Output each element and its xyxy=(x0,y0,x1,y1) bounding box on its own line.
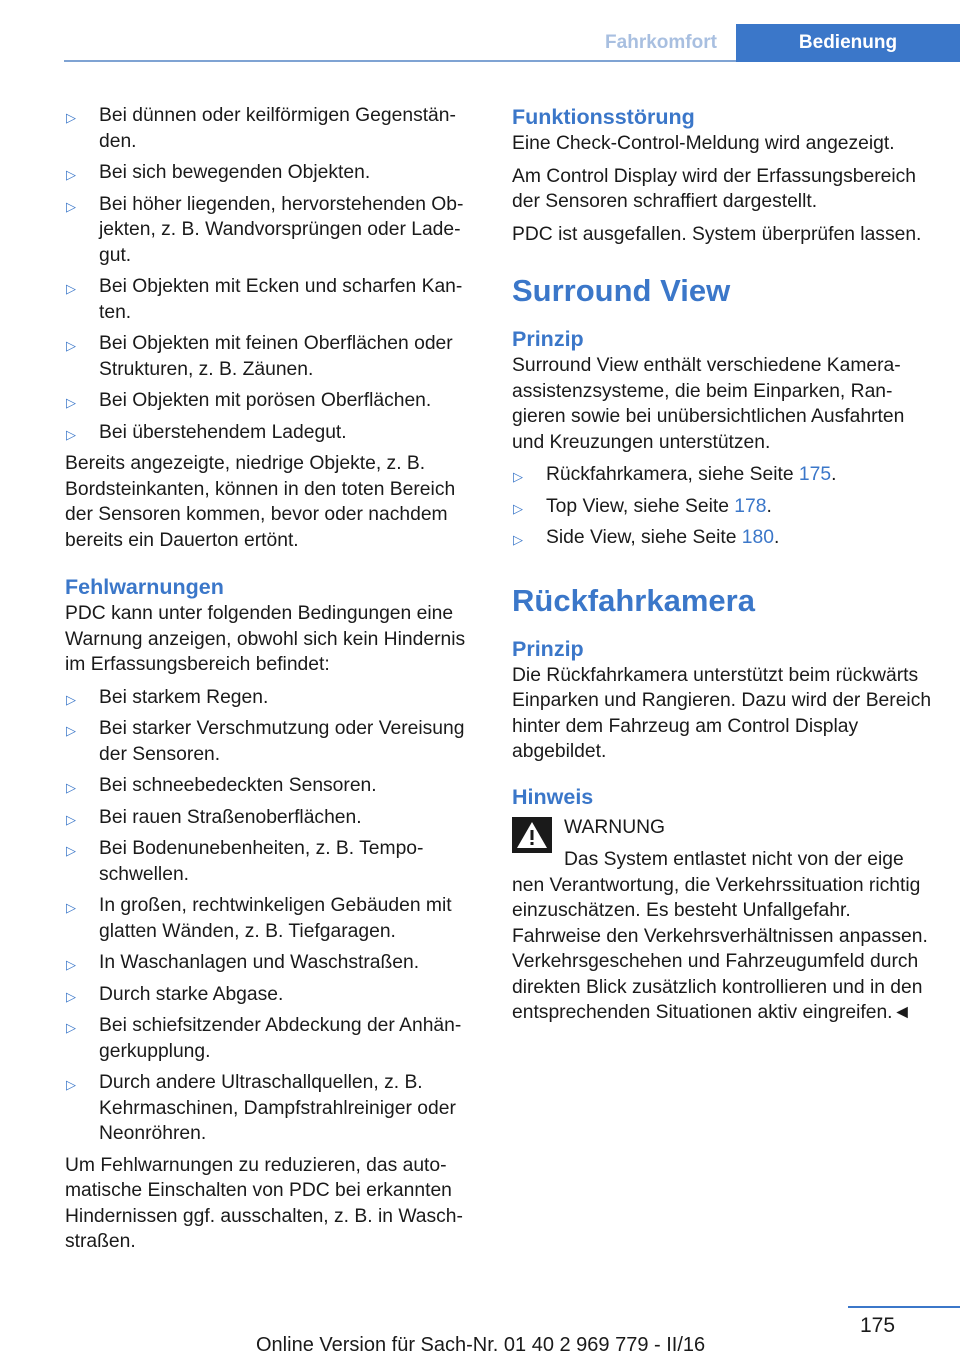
warning-triangle-icon xyxy=(512,817,552,853)
warning-title: WARNUNG xyxy=(564,816,666,838)
camera-list xyxy=(512,462,932,551)
list-item: ▷ Bei Objekten mit porösen Oberflächen. xyxy=(65,388,480,414)
heading-fehlwarnungen: Fehlwarnungen xyxy=(65,575,224,599)
list-item: ▷ Bei sich bewegenden Objekten. xyxy=(65,160,480,186)
paragraph-false-warnings: PDC kann unter folgenden Bedingungen eine Warnung anzeigen, obwohl sich kein Hindernis im Erfassungsbereich befindet: xyxy=(65,603,466,675)
paragraph-control-display: Am Control Display wird der Erfassungsbereich der Sensoren schraffiert dargestellt. xyxy=(512,165,916,212)
bullet-triangle-icon: ▷ xyxy=(513,469,523,484)
list-item: ▷ Bei Bodenunebenheiten, z. B. Temposchwellen. xyxy=(66,838,424,885)
list-item: ▷ In großen, rechtwinkeligen Gebäuden mit glatten Wänden, z. B. Tiefgaragen. xyxy=(66,895,452,942)
warning-text-first-line: Das System entlastet nicht von der eige xyxy=(564,849,904,870)
bullet-triangle-icon: ▷ xyxy=(66,110,76,125)
list-item: ▷ Bei höher liegenden, hervorstehenden Objekten, z. B. Wandvorsprüngen oder Ladegut. xyxy=(66,193,464,266)
list-item: ▷ Bei überstehendem Ladegut. xyxy=(65,420,480,446)
bullet-triangle-icon: ▷ xyxy=(66,691,76,707)
paragraph-surround-principle: Surround View enthält verschiedene Kameraassistenzsysteme, die beim Einparken, Rangieren sowie bei unübersichtlichen Ausfahrten und Kreuzungen unterstützen. xyxy=(512,355,905,453)
paragraph-camera-principle: Die Rückfahrkamera unterstützt beim rückwärts Einparken und Rangieren. Dazu wird der Bereich hinter dem Fahrzeug am Control Display abgebildet. xyxy=(512,664,932,762)
online-version-note: Online Version für Sach-Nr. 01 40 2 969 779 - II/16 xyxy=(256,1334,706,1356)
bullet-triangle-icon: ▷ xyxy=(66,988,76,1004)
paragraph-dead-zone: Bereits angezeigte, niedrige Objekte, z. B. Bordsteinkanten, können in den toten Bereich der Sensoren kommen, bevor oder nachdem bereits ein Dauerton ertönt. xyxy=(65,453,456,551)
list-item: ▷ Bei schiefsitzender Abdeckung der Anhängerkupplung. xyxy=(66,1015,462,1062)
paragraph-pdc-failed: PDC ist ausgefallen. System überprüfen lassen. xyxy=(512,223,922,245)
heading-prinzip: Prinzip xyxy=(512,636,584,661)
left-column xyxy=(65,103,480,1262)
bullet-triangle-icon: ▷ xyxy=(66,281,76,296)
bullet-triangle-icon: ▷ xyxy=(66,723,76,738)
list-item: ▷ Durch starke Abgase. xyxy=(65,982,480,1008)
footer-rule xyxy=(848,1306,960,1308)
page-number: 175 xyxy=(860,1314,896,1337)
bullet-triangle-icon: ▷ xyxy=(513,500,523,516)
heading-surround-view: Surround View xyxy=(512,273,731,308)
right-column xyxy=(512,103,932,1026)
bullet-triangle-icon: ▷ xyxy=(66,780,76,795)
bullet-triangle-icon: ▷ xyxy=(66,1020,76,1035)
bullet-triangle-icon: ▷ xyxy=(66,426,76,442)
bullet-triangle-icon: ▷ xyxy=(66,338,76,353)
heading-hinweis: Hinweis xyxy=(512,784,594,809)
page-link[interactable]: 180 xyxy=(741,527,774,548)
bullet-triangle-icon: ▷ xyxy=(66,1077,76,1092)
list-item: ▷ Rückfahrkamera, siehe Seite 175. xyxy=(512,462,932,488)
list-item: ▷ Top View, siehe Seite 178. xyxy=(512,494,932,520)
warning-block xyxy=(512,815,932,873)
list-item: ▷ Bei Objekten mit feinen Oberflächen oder Strukturen, z. B. Zäunen. xyxy=(66,333,453,380)
paragraph-check-control: Eine Check-Control-Meldung wird angezeigt. xyxy=(512,133,895,154)
page-link[interactable]: 178 xyxy=(734,495,767,517)
bullet-triangle-icon: ▷ xyxy=(66,957,76,972)
list-item: ▷ Bei starker Verschmutzung oder Vereisung der Sensoren. xyxy=(66,718,465,765)
heading-funktionsstoerung: Funktionsstörung xyxy=(512,105,695,129)
bullet-triangle-icon: ▷ xyxy=(66,395,76,410)
tab-fahrkomfort[interactable]: Fahrkomfort xyxy=(605,32,717,53)
bullet-triangle-icon: ▷ xyxy=(66,811,76,827)
list-item: ▷ Durch andere Ultraschallquellen, z. B. Kehrmaschinen, Dampfstrahlreiniger oder Neonröhren. xyxy=(66,1072,456,1144)
list-item: ▷ Side View, siehe Seite 180. xyxy=(512,525,932,551)
list-item: ▷ In Waschanlagen und Waschstraßen. xyxy=(65,950,480,976)
bullet-triangle-icon: ▷ xyxy=(66,900,76,915)
heading-prinzip: Prinzip xyxy=(512,327,584,351)
limits-list xyxy=(65,103,480,445)
bullet-triangle-icon: ▷ xyxy=(66,167,76,182)
warning-text: nen Verantwortung, die Verkehrssituation richtig einzuschätzen. Es besteht Unfallgefahr. Fahrweise den Verkehrsverhältnissen anpassen. Verkehrsgeschehen und Fahrzeugumfeld durch direkten Blick zusätzlich kontrollieren und in den entsprechenden Situationen aktiv eingreifen.◄ xyxy=(512,874,928,1023)
list-item: ▷ Bei starkem Regen. xyxy=(65,685,480,711)
bullet-triangle-icon: ▷ xyxy=(513,532,523,547)
heading-rueckfahrkamera: Rückfahrkamera xyxy=(512,582,755,618)
list-item: ▷ Bei Objekten mit Ecken und scharfen Kanten. xyxy=(66,276,463,323)
list-item: ▷ Bei dünnen oder keilförmigen Gegenständen. xyxy=(66,105,456,152)
bullet-triangle-icon: ▷ xyxy=(66,843,76,858)
tab-bedienung[interactable]: Bedienung xyxy=(736,24,960,62)
page-link[interactable]: 175 xyxy=(798,464,832,485)
list-item: ▷ Bei schneebedeckten Sensoren. xyxy=(65,773,480,799)
false-warning-list xyxy=(65,685,480,1147)
paragraph-reduce-warnings: Um Fehlwarnungen zu reduzieren, das automatische Einschalten von PDC bei erkannten Hindernissen ggf. ausschalten, z. B. in Waschstraßen. xyxy=(65,1154,463,1252)
list-item: ▷ Bei rauen Straßenoberflächen. xyxy=(65,805,480,831)
bullet-triangle-icon: ▷ xyxy=(66,198,76,214)
